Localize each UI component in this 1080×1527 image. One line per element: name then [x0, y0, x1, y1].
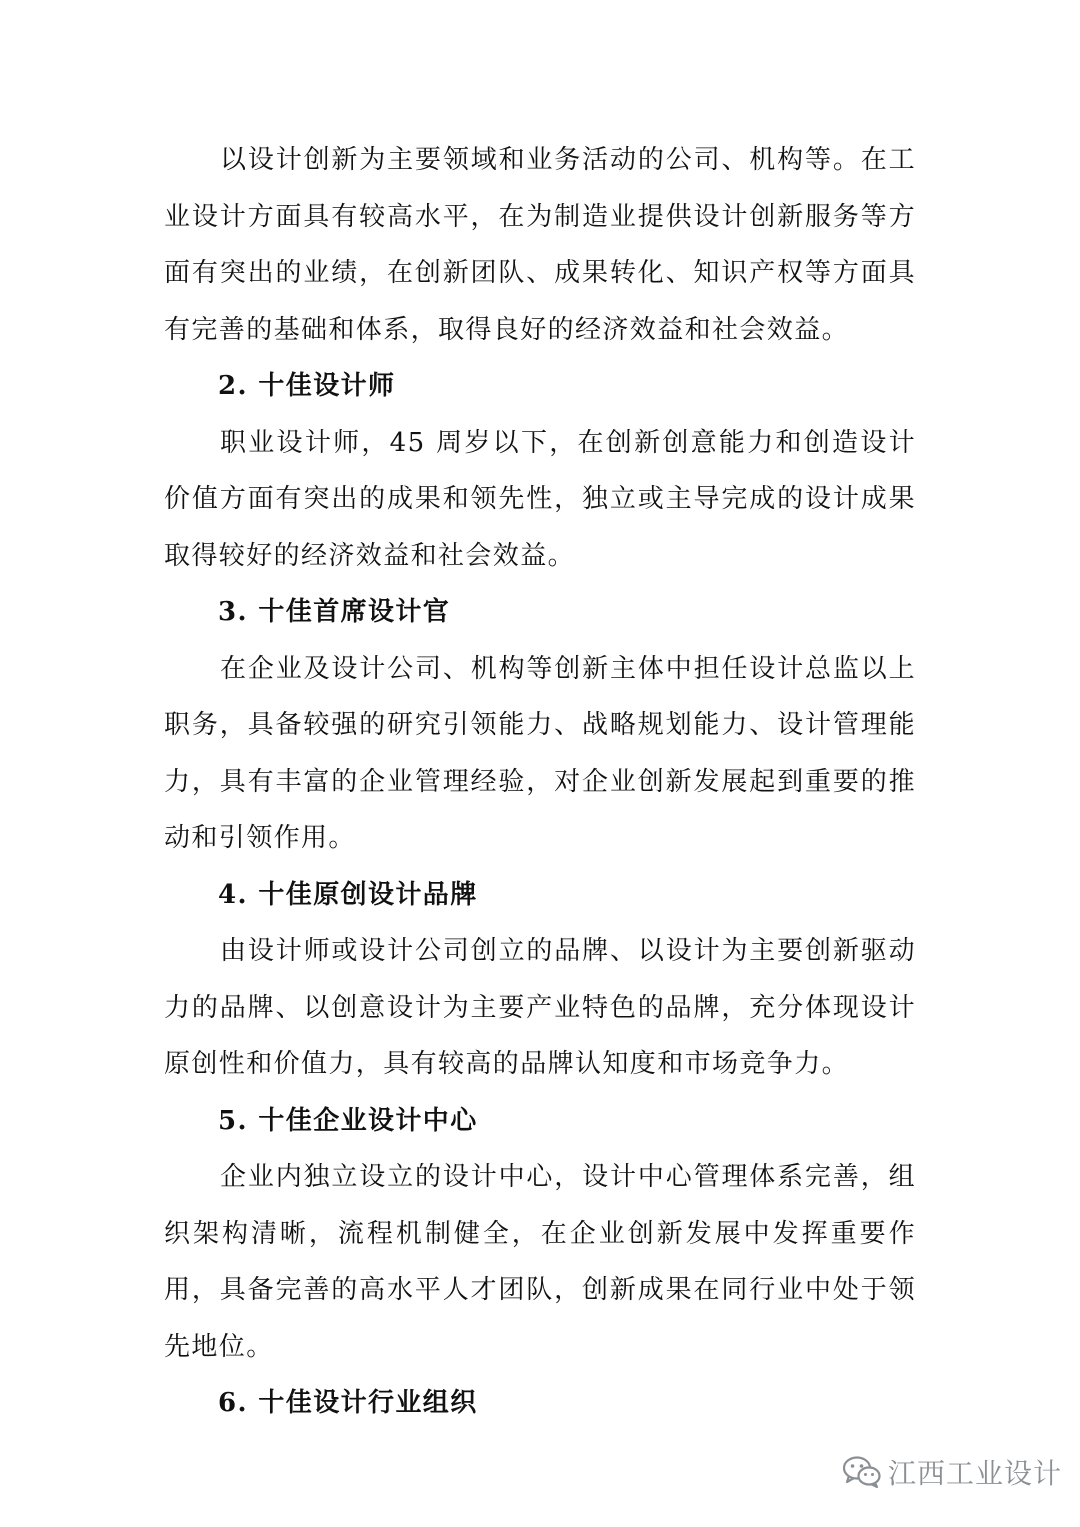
wechat-watermark [842, 1452, 1062, 1492]
paragraph-designer-criteria: 职业设计师，45 周岁以下，在创新创意能力和创造设计价值方面有突出的成果和领先性，独立或主导完成的设计成果取得较好的经济效益和社会效益。 [164, 427, 916, 571]
paragraph-brand-criteria: 由设计师或设计公司创立的品牌、以设计为主要创新驱动力的品牌、以创意设计为主要产业特色的品牌，充分体现设计原创性和价值力，具有较高的品牌认知度和市场竞争力。 [164, 936, 916, 1079]
heading-top-ten-design-industry-organizations: 6. 十佳设计行业组织 [218, 1388, 478, 1418]
paragraph-design-center-criteria: 企业内独立设立的设计中心，设计中心管理体系完善，组织架构清晰，流程机制健全，在企业创新发展中发挥重要作用，具备完善的高水平人才团队，创新成果在同行业中处于领先地位。 [164, 1162, 916, 1362]
paragraph-cdo-criteria: 在企业及设计公司、机构等创新主体中担任设计总监以上职务，具备较强的研究引领能力、战略规划能力、设计管理能力，具有丰富的企业管理经验，对企业创新发展起到重要的推动和引领作用。 [164, 653, 916, 853]
heading-top-ten-enterprise-design-centers: 5. 十佳企业设计中心 [218, 1105, 478, 1136]
watermark-account-name: 江西工业设计 [888, 1457, 1063, 1490]
heading-top-ten-original-design-brands: 4. 十佳原创设计品牌 [218, 879, 478, 910]
paragraph-design-company-criteria: 以设计创新为主要领域和业务活动的公司、机构等。在工业设计方面具有较高水平，在为制造业提供设计创新服务等方面有突出的业绩，在创新团队、成果转化、知识产权等方面具有完善的基础和体系，取得良好的经济效益和社会效益。 [164, 145, 916, 345]
wechat-icon [842, 1455, 882, 1489]
heading-top-ten-chief-design-officers: 3. 十佳首席设计官 [218, 597, 451, 627]
heading-top-ten-designers: 2. 十佳设计师 [218, 371, 396, 401]
document-body [164, 132, 916, 1432]
